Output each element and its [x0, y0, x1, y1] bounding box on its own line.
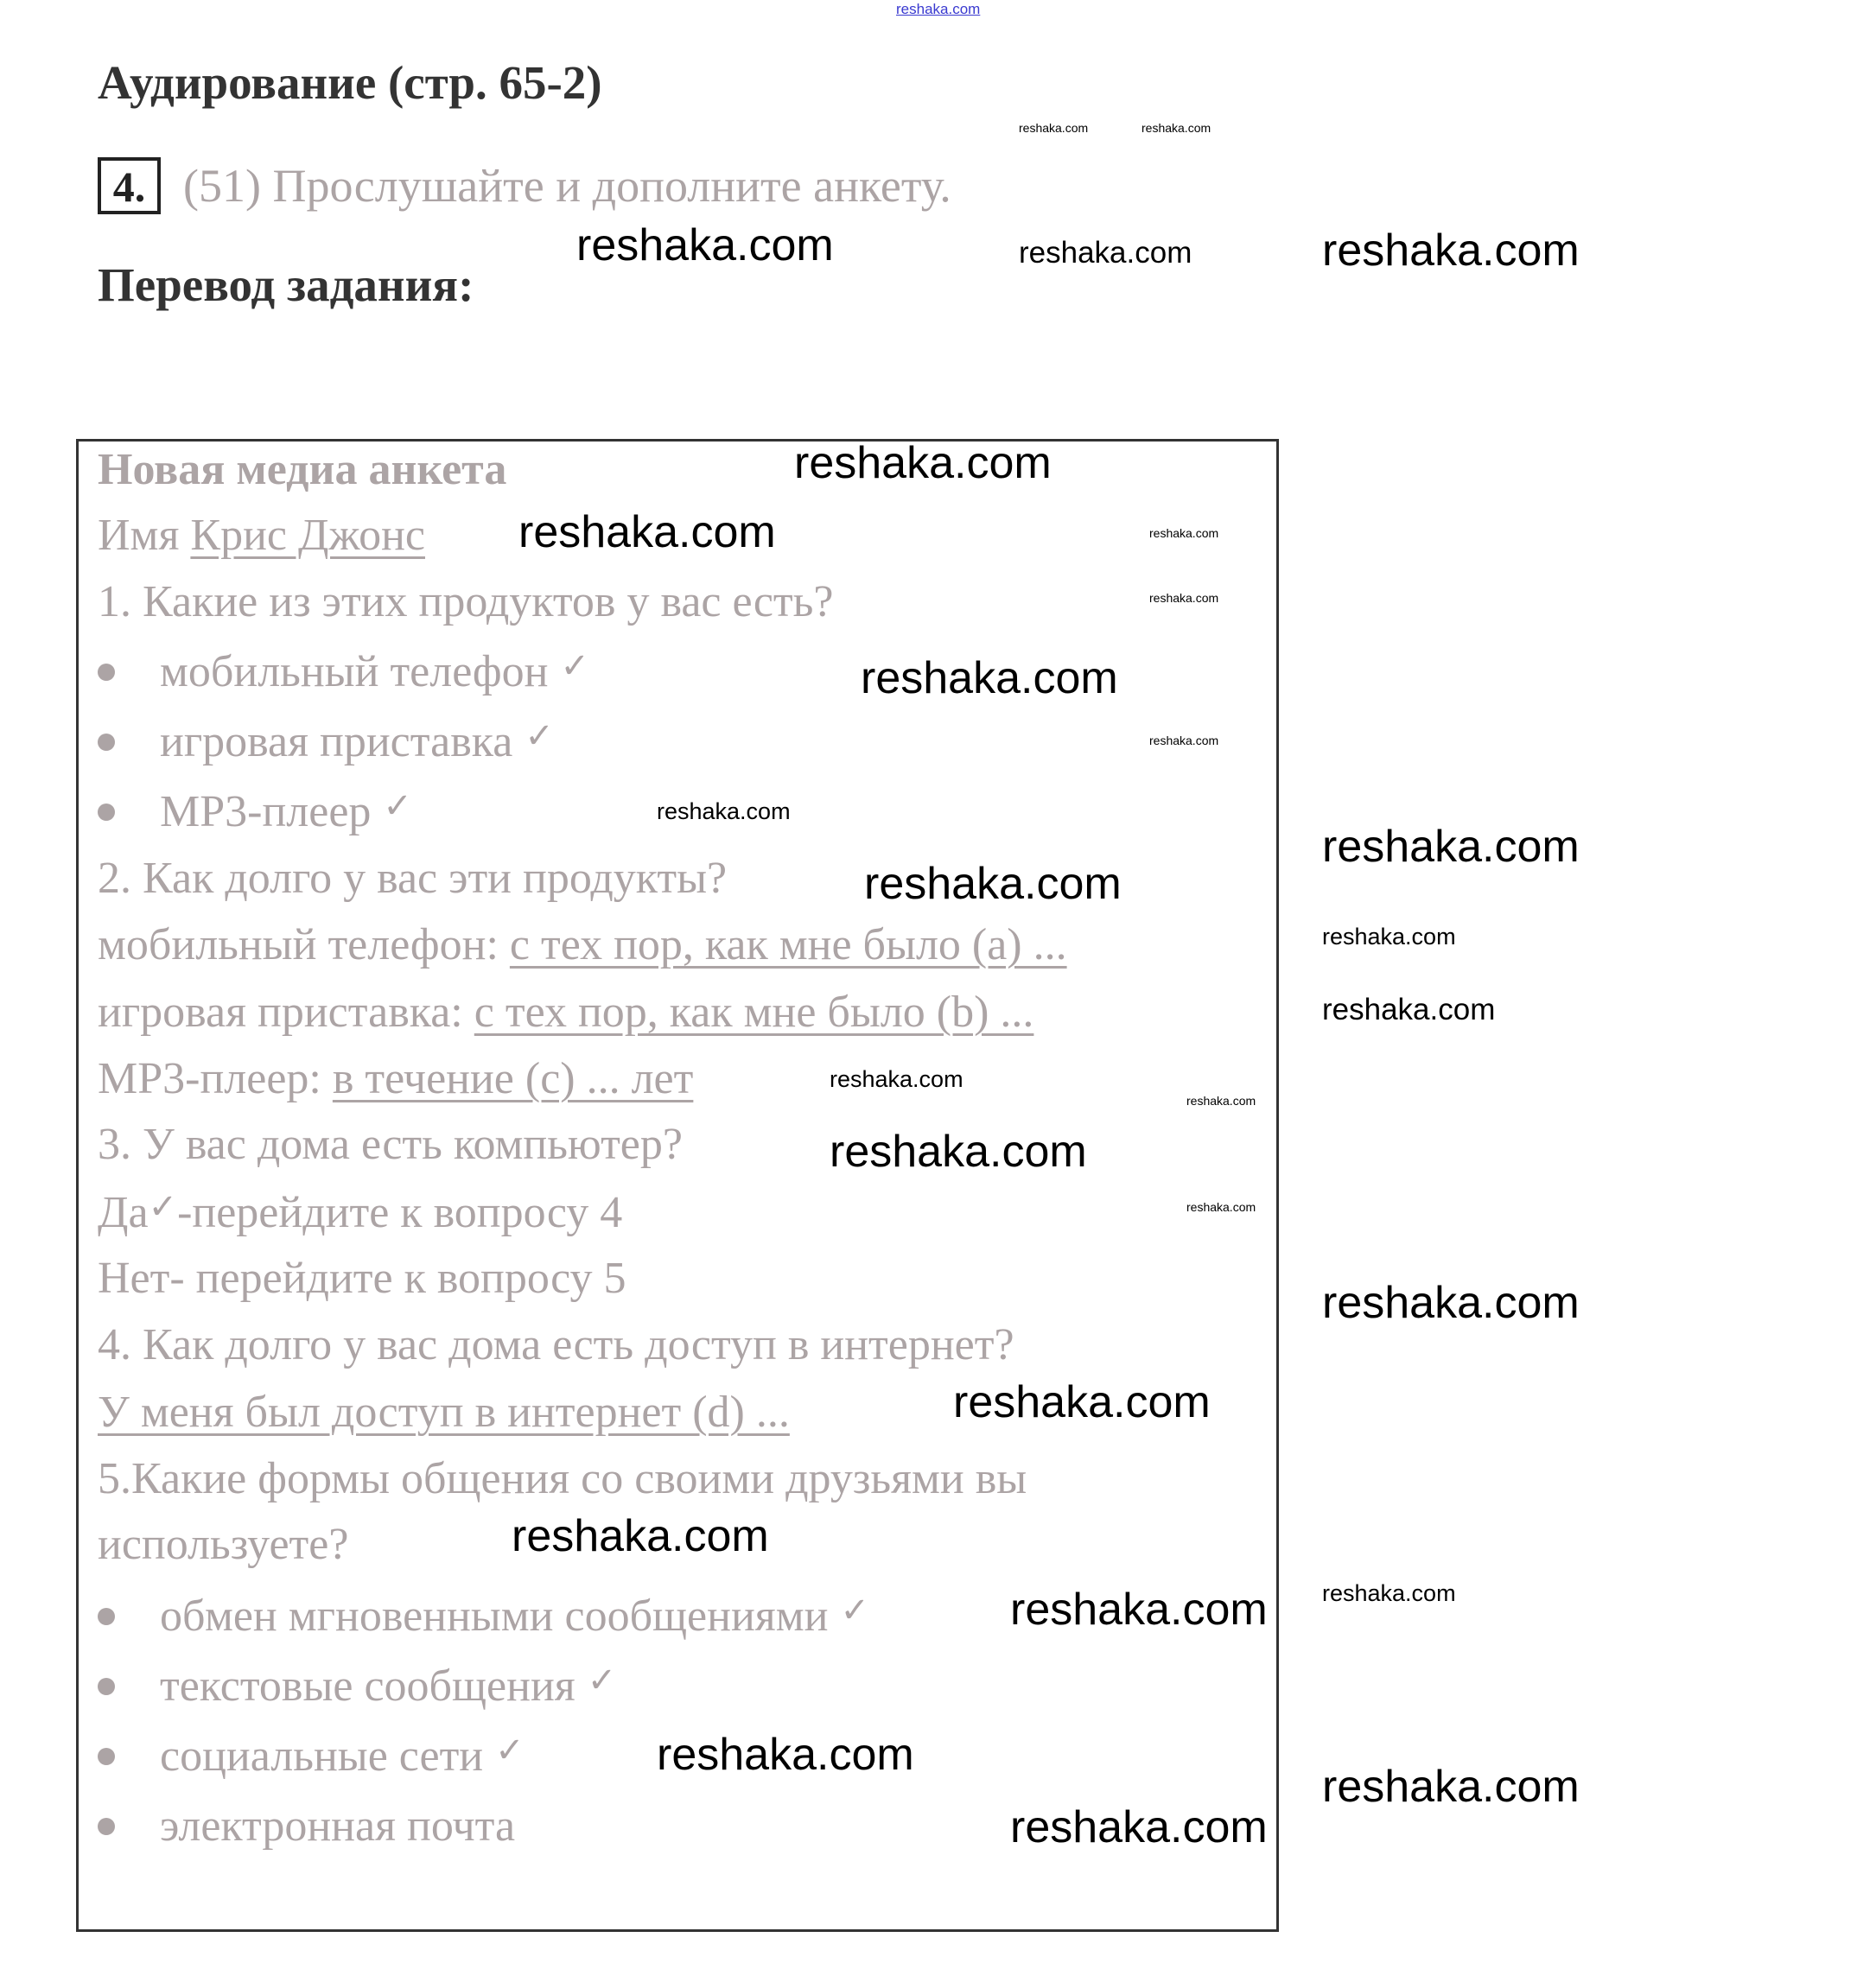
watermark: reshaka.com: [864, 859, 1122, 909]
check-icon: ✓: [560, 646, 589, 686]
list-item: [98, 1731, 525, 1785]
question-3: 3. У вас дома есть компьютер?: [98, 1120, 683, 1169]
page-title: Аудирование (стр. 65-2): [98, 56, 602, 109]
list-item: [98, 1591, 869, 1645]
question-1: 1. Какие из этих продуктов у вас есть?: [98, 577, 834, 626]
check-icon: ✓: [525, 716, 554, 756]
watermark: reshaka.com: [512, 1511, 769, 1561]
name-label: Имя: [98, 511, 180, 560]
watermark: reshaka.com: [1322, 924, 1456, 950]
check-icon: ✓: [148, 1187, 178, 1227]
watermark: reshaka.com: [1141, 121, 1211, 135]
row-label: мобильный телефон:: [98, 920, 499, 969]
watermark: reshaka.com: [1149, 591, 1219, 605]
question-4-answer: У меня был доступ в интернет (d) ...: [98, 1388, 790, 1437]
watermark: reshaka.com: [953, 1377, 1211, 1427]
question-4: 4. Как долго у вас дома есть доступ в интернет?: [98, 1320, 1014, 1369]
list-item: [98, 716, 554, 771]
row-answer: в течение (c) ... лет: [332, 1054, 694, 1103]
row-answer: с тех пор, как мне было (b) ...: [474, 988, 1034, 1037]
item-label: игровая приставка: [160, 717, 513, 766]
translation-heading: Перевод задания:: [98, 258, 474, 311]
item-label: MP3-плеер: [160, 787, 372, 836]
item-label: обмен мгновенными сообщениями: [160, 1591, 829, 1641]
watermark: reshaka.com: [794, 438, 1052, 488]
list-item: [98, 786, 412, 841]
watermark: reshaka.com: [1322, 226, 1580, 276]
watermark: reshaka.com: [1010, 1802, 1268, 1852]
watermark: reshaka.com: [830, 1066, 963, 1092]
item-label: мобильный телефон: [160, 647, 549, 696]
bullet-icon: [98, 1678, 115, 1695]
watermark: reshaka.com: [657, 798, 791, 824]
list-item: [98, 1661, 616, 1715]
row-label: игровая приставка:: [98, 988, 463, 1037]
bullet-icon: [98, 1608, 115, 1625]
row-label: MP3-плеер:: [98, 1054, 321, 1103]
check-icon: ✓: [495, 1731, 525, 1770]
watermark: reshaka.com: [576, 220, 834, 270]
bullet-icon: [98, 734, 115, 751]
check-icon: ✓: [840, 1591, 869, 1630]
item-label: электронная почта: [160, 1801, 516, 1851]
task-text: (51) Прослушайте и дополните анкету.: [183, 160, 951, 212]
watermark: reshaka.com: [1322, 822, 1580, 872]
watermark: reshaka.com: [1019, 236, 1192, 270]
watermark: reshaka.com: [830, 1127, 1087, 1177]
question-5-line1: 5.Какие формы общения со своими друзьями вы: [98, 1454, 1027, 1503]
list-item: [98, 646, 589, 701]
watermark: reshaka.com: [1322, 993, 1496, 1026]
row-answer: с тех пор, как мне было (a) ...: [509, 920, 1067, 969]
watermark: reshaka.com: [1019, 121, 1089, 135]
bullet-icon: [98, 664, 115, 681]
question-2: 2. Как долго у вас эти продукты?: [98, 854, 728, 903]
bullet-icon: [98, 1748, 115, 1765]
no-row: Нет- перейдите к вопросу 5: [98, 1254, 626, 1303]
name-value: Крис Джонс: [190, 511, 425, 560]
form-title: Новая медиа анкета: [98, 445, 507, 494]
watermark: reshaka.com: [1322, 1762, 1580, 1812]
answer-row: [98, 1053, 693, 1105]
item-label: социальные сети: [160, 1731, 484, 1781]
watermark: reshaka.com: [518, 507, 776, 557]
list-item: [98, 1801, 515, 1852]
bullet-icon: [98, 804, 115, 821]
watermark-top[interactable]: reshaka.com: [896, 1, 981, 17]
yes-label: Да: [98, 1188, 149, 1237]
watermark: reshaka.com: [1322, 1278, 1580, 1328]
watermark: reshaka.com: [657, 1730, 914, 1780]
item-label: текстовые сообщения: [160, 1661, 576, 1711]
watermark: reshaka.com: [861, 653, 1118, 703]
name-row: [98, 510, 425, 562]
check-icon: ✓: [587, 1661, 617, 1700]
check-icon: ✓: [383, 786, 412, 826]
watermark: reshaka.com: [1322, 1580, 1456, 1606]
yes-row: [98, 1187, 622, 1242]
watermark: reshaka.com: [1010, 1585, 1268, 1635]
answer-row: [98, 919, 1067, 971]
question-5-line2: используете?: [98, 1520, 349, 1569]
watermark: reshaka.com: [1186, 1200, 1256, 1214]
answer-row: [98, 987, 1033, 1039]
watermark: reshaka.com: [1149, 734, 1219, 747]
yes-text: -перейдите к вопросу 4: [177, 1188, 623, 1237]
watermark: reshaka.com: [1149, 526, 1219, 540]
watermark: reshaka.com: [1186, 1094, 1256, 1108]
bullet-icon: [98, 1818, 115, 1835]
task-number-box: 4.: [98, 157, 161, 214]
